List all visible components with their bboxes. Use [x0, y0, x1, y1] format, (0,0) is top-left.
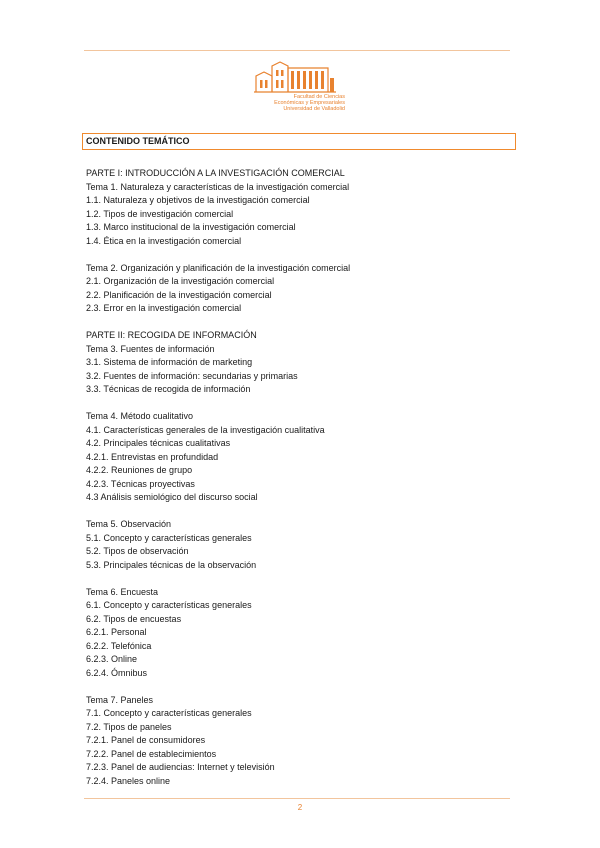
toc-line: PARTE I: INTRODUCCIÓN A LA INVESTIGACIÓN COMERCIAL: [86, 168, 345, 178]
toc-line: 7.1. Concepto y características generales: [86, 708, 252, 718]
toc-line: 4.2.2. Reuniones de grupo: [86, 465, 193, 475]
footer-rule: [84, 798, 510, 799]
toc-line: 7.2.4. Paneles online: [86, 775, 171, 786]
toc-line: 6.1. Concepto y características generales: [86, 600, 252, 610]
toc-line: Tema 3. Fuentes de información: [86, 343, 215, 354]
toc-line: Tema 4. Método cualitativo: [86, 411, 194, 421]
toc-line: 4.3 Análisis semiológico del discurso social: [86, 492, 258, 502]
toc-line: 6.2.2. Telefónica: [86, 640, 152, 651]
table-of-contents: [86, 167, 506, 788]
toc-line: 7.2.1. Panel de consumidores: [86, 735, 206, 745]
toc-spacer: [86, 680, 506, 694]
toc-line: 6.2. Tipos de encuestas: [86, 613, 182, 624]
toc-line: 3.1. Sistema de información de marketing: [86, 357, 253, 367]
toc-line: 5.2. Tipos de observación: [86, 546, 189, 556]
toc-line: Tema 7. Paneles: [86, 694, 154, 705]
toc-line: 6.2.3. Online: [86, 654, 138, 664]
toc-spacer: [86, 505, 506, 519]
toc-line: 5.1. Concepto y características generales: [86, 532, 252, 543]
toc-line: 1.2. Tipos de investigación comercial: [86, 208, 234, 219]
toc-line: 2.3. Error en la investigación comercial: [86, 303, 242, 313]
toc-spacer: [86, 397, 506, 411]
toc-line: 1.3. Marco institucional de la investigación comercial: [86, 222, 296, 232]
toc-line: 6.2.1. Personal: [86, 627, 147, 637]
toc-line: 2.1. Organización de la investigación comercial: [86, 276, 275, 286]
toc-line: Tema 6. Encuesta: [86, 586, 159, 597]
toc-line: 5.3. Principales técnicas de la observación: [86, 559, 257, 570]
toc-line: Tema 2. Organización y planificación de la investigación comercial: [86, 262, 351, 273]
logo-line-2: Económicas y Empresariales: [274, 100, 345, 106]
toc-line: 1.4. Ética en la investigación comercial: [86, 235, 242, 246]
header-rule: [84, 50, 510, 51]
toc-line: 7.2. Tipos de paneles: [86, 721, 172, 732]
toc-spacer: [86, 248, 506, 262]
faculty-logo: [250, 58, 345, 120]
toc-line: 4.1. Características generales de la investigación cualitativa: [86, 424, 325, 435]
toc-line: Tema 5. Observación: [86, 519, 172, 529]
toc-line: 7.2.3. Panel de audiencias: Internet y televisión: [86, 762, 275, 772]
toc-line: 6.2.4. Ómnibus: [86, 667, 148, 678]
logo-line-1: Facultad de Ciencias: [293, 94, 345, 100]
toc-line: PARTE II: RECOGIDA DE INFORMACIÓN: [86, 330, 257, 340]
toc-line: 2.2. Planificación de la investigación comercial: [86, 289, 272, 300]
toc-line: Tema 1. Naturaleza y características de la investigación comercial: [86, 181, 350, 192]
toc-line: 1.1. Naturaleza y objetivos de la investigación comercial: [86, 195, 310, 205]
toc-line: 3.3. Técnicas de recogida de información: [86, 384, 251, 394]
toc-line: 7.2.2. Panel de establecimientos: [86, 748, 217, 759]
toc-line: 4.2.1. Entrevistas en profundidad: [86, 451, 219, 462]
toc-spacer: [86, 316, 506, 330]
building-logo-icon: [250, 58, 345, 94]
page-number: 2: [297, 803, 303, 812]
toc-line: 4.2. Principales técnicas cualitativas: [86, 438, 231, 448]
section-heading: CONTENIDO TEMÁTICO: [82, 133, 516, 150]
toc-line: 4.2.3. Técnicas proyectivas: [86, 478, 195, 489]
toc-spacer: [86, 572, 506, 586]
toc-line: 3.2. Fuentes de información: secundarias y primarias: [86, 370, 298, 381]
logo-line-3: Universidad de Valladolid: [283, 106, 345, 112]
